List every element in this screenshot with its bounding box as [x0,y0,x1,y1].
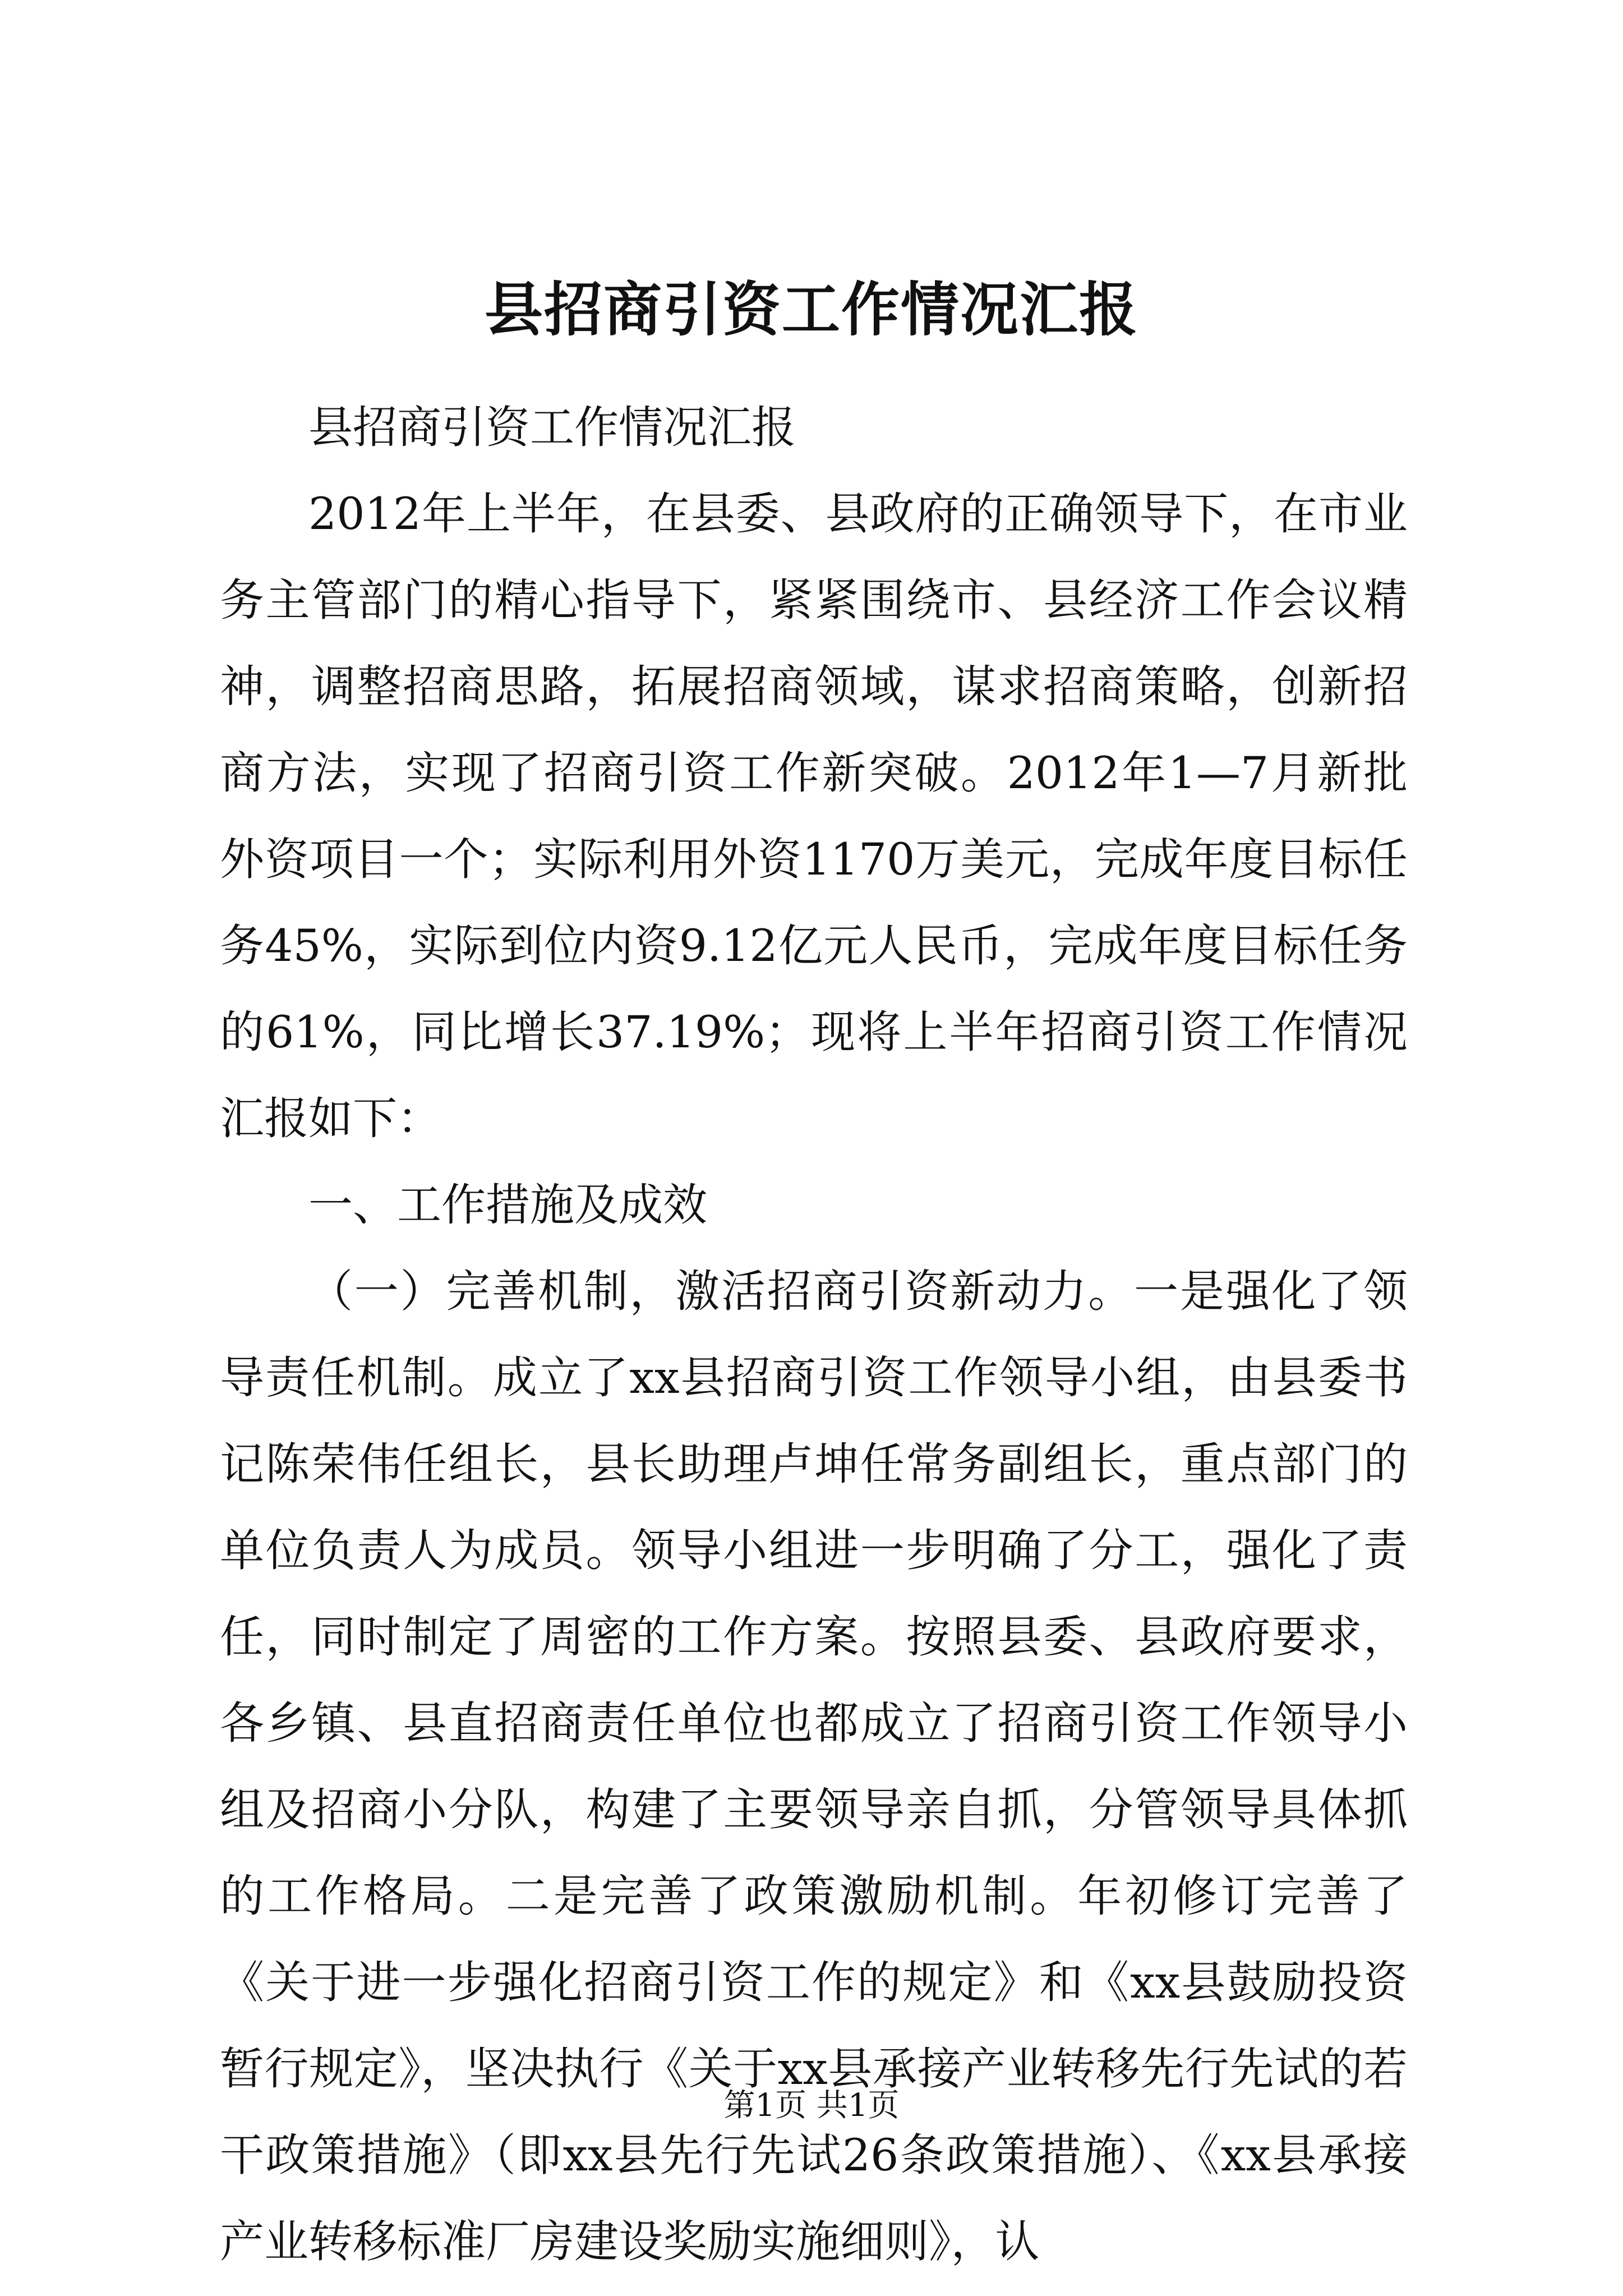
paragraph-subtitle: 县招商引资工作情况汇报 [308,402,796,453]
paragraph-measures: （一）完善机制，激活招商引资新动力。一是强化了领导责任机制。成立了xx县招商引资工作领导小组，由县委书记陈荣伟任组长，县长助理卢坤任常务副组长，重点部门的单位负责人为成员。领导小组进一步明确了分工，强化了责任，同时制定了周密的工作方案。按照县委、县政府要求，各乡镇、县直招商责任单位也都成立了招商引资工作领导小组及招商小分队，构建了主要领导亲自抓，分管领导具体抓的工作格局。二是完善了政策激励机制。年初修订完善了《关于进一步强化招商引资工作的规定》和《xx县鼓励投资暂行规定》，坚决执行《关于xx县承接产业转移先行先试的若干政策措施》（即xx县先行先试26条政策措施）、《xx县承接产业转移标准厂房建设奖励实施细则》，认 [220,1266,1408,2267]
document-title: 县招商引资工作情况汇报 [484,275,1138,344]
section-heading: 一、工作措施及成效 [308,1179,707,1231]
document-body [220,384,1408,2285]
paragraph-intro: 2012年上半年，在县委、县政府的正确领导下，在市业务主管部门的精心指导下，紧紧围绕市、县经济工作会议精神，调整招商思路，拓展招商领域，谋求招商策略，创新招商方法，实现了招商引资工作新突破。2012年1—7月新批外资项目一个；实际利用外资1170万美元，完成年度目标任务45%，实际到位内资9.12亿元人民币，完成年度目标任务的61%，同比增长37.19%；现将上半年招商引资工作情况汇报如下： [220,488,1408,1144]
page-footer: 第1页 共1页 [723,2087,900,2124]
